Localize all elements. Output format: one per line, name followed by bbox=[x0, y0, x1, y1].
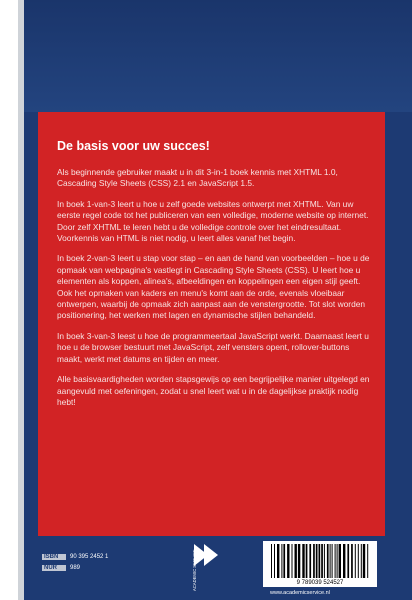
nur-row bbox=[42, 562, 108, 573]
paragraph: In boek 1-van-3 leert u hoe u zelf goede websites ontwerpt met XHTML. Van uw eerste regel code tot het publiceren van een volledige, moderne website op internet. Door zelf XHTML te leren hebt u de volledige controle over het eindresultaat. Voorkennis van HTML is niet nodig, u leert alles vanaf het begin. bbox=[57, 198, 369, 244]
nur-value: 989 bbox=[70, 564, 81, 571]
paragraph: Als beginnende gebruiker maakt u in dit 3-in-1 boek kennis met XHTML 1.0, Cascading Style Sheets (CSS) 2.1 en JavaScript 1.5. bbox=[57, 167, 338, 189]
isbn-row bbox=[42, 551, 108, 562]
isbn-label: ISBN bbox=[42, 554, 66, 560]
nur-label: NUR bbox=[42, 565, 66, 571]
paragraph: Alle basisvaardigheden worden stapsgewijs op een begrijpelijke manier uitgelegd en aangevuld met oefeningen, zodat u snel leert wat u in de dagelijkse praktijk nodig hebt! bbox=[57, 374, 370, 407]
isbn-value: 90 395 2452 1 bbox=[70, 553, 109, 560]
svg-text:ACADEMIC SERVICE: ACADEMIC SERVICE bbox=[192, 549, 197, 591]
publisher-url: www.academicservice.nl bbox=[270, 590, 330, 596]
academic-service-logo-icon bbox=[191, 541, 221, 596]
top-band bbox=[24, 0, 412, 112]
paragraph: In boek 3-van-3 leest u hoe de programmeertaal JavaScript werkt. Daarnaast leert u hoe u de browser bestuurt met JavaScript, zelf vensters opent, rollover-buttons maakt, werkt met datums en tijden en meer. bbox=[57, 330, 369, 364]
barcode-number: 9 789039 524527 bbox=[263, 580, 377, 586]
cover-body bbox=[57, 167, 375, 417]
cover-heading: De basis voor uw succes! bbox=[57, 139, 210, 153]
book-meta bbox=[42, 551, 108, 573]
paragraph: In boek 2-van-3 leert u stap voor stap – en aan de hand van voorbeelden – hoe u de opmaak van webpagina's vastlegt in Cascading Style Sheets (CSS). U leert hoe u elementen als koppen, alinea's, afbeeldingen en koppelingen een eigen stijl geeft. Ook het opmaken van kaders en menu's komt aan de orde, evenals vloeibaar ontwerpen, waarbij de opmaak zich aanpast aan de venstergrootte. Tot slot worden positionering, het werken met lagen en dynamische stijlen behandeld. bbox=[57, 253, 370, 321]
